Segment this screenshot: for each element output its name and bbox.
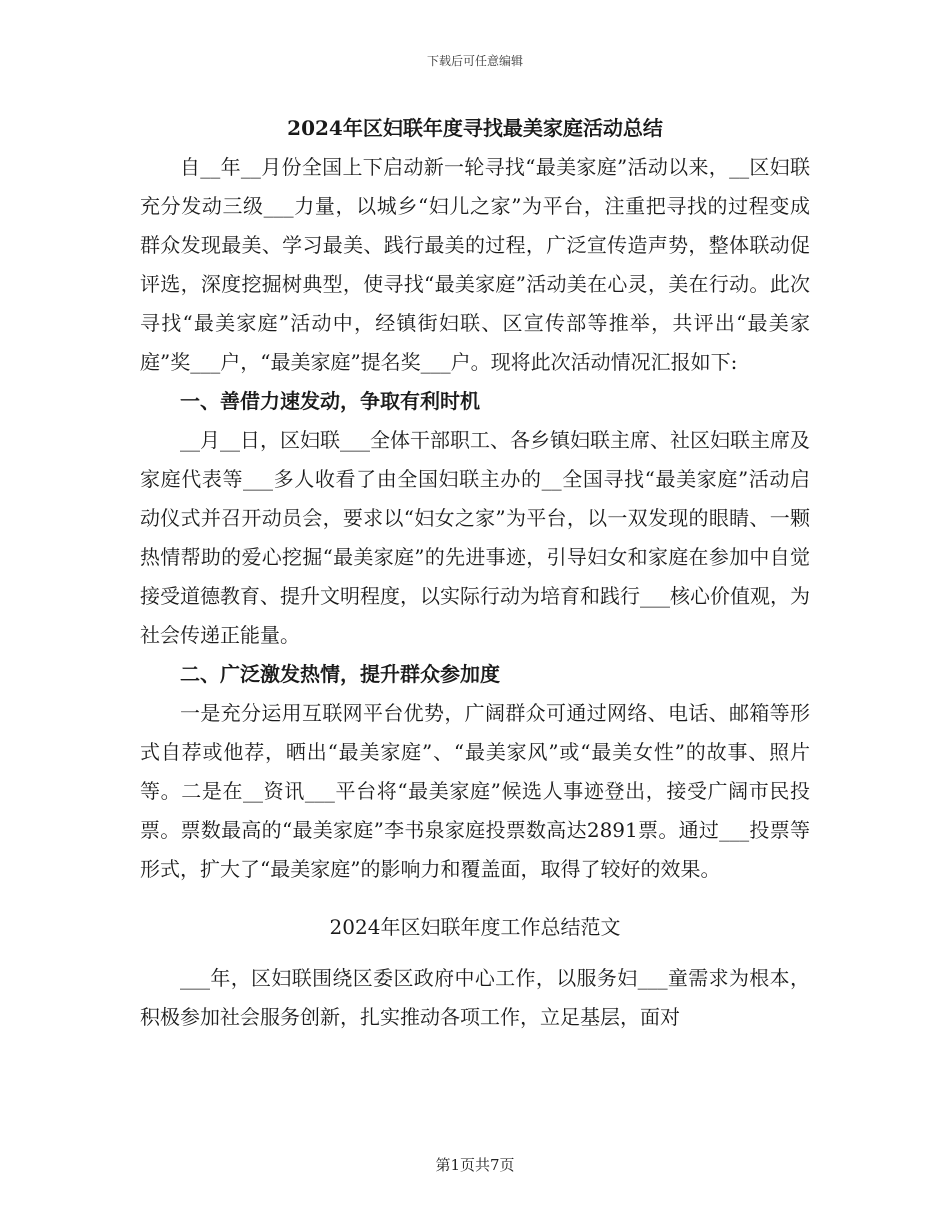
section-heading-1: 一、善借力速发动，争取有利时机 xyxy=(180,389,480,413)
page-footer-number: 第1页共7页 xyxy=(435,1156,515,1174)
document-body xyxy=(140,108,810,1037)
section-paragraph-2: 一是充分运用互联网平台优势，广阔群众可通过网络、电话、邮箱等形式自荐或他荐，晒出“最美家庭”、“最美家风”或“最美女性”的故事、照片等。二是在__资讯___平台将“最美家庭”候选人事迹登出，接受广阔市民投票。票数最高的“最美家庭”李书泉家庭投票数高达2891票。通过___投票等形式，扩大了“最美家庭”的影响力和覆盖面，取得了较好的效果。 xyxy=(140,701,810,881)
intro-paragraph: 自__年__月份全国上下启动新一轮寻找“最美家庭”活动以来，__区妇联充分发动三级___力量，以城乡“妇儿之家”为平台，注重把寻找的过程变成群众发现最美、学习最美、践行最美的过程，广泛宣传造声势，整体联动促评选，深度挖掘树典型，使寻找“最美家庭”活动美在心灵，美在行动。此次寻找“最美家庭”活动中，经镇街妇联、区宣传部等推举，共评出“最美家庭”奖___户，“最美家庭”提名奖___户。现将此次活动情况汇报如下: xyxy=(140,155,810,374)
document-title: 2024年区妇联年度寻找最美家庭活动总结 xyxy=(287,116,663,140)
second-document-title: 2024年区妇联年度工作总结范文 xyxy=(329,915,621,939)
section-paragraph-1: __月__日，区妇联___全体干部职工、各乡镇妇联主席、社区妇联主席及家庭代表等___多人收看了由全国妇联主办的__全国寻找“最美家庭”活动启动仪式并召开动员会，要求以“妇女之家”为平台，以一双发现的眼睛、一颗热情帮助的爱心挖掘“最美家庭”的先进事迹，引导妇女和家庭在参加中自觉接受道德教育、提升文明程度，以实际行动为培育和践行___核心价值观，为社会传递正能量。 xyxy=(140,428,810,647)
section-heading-2: 二、广泛激发热情，提升群众参加度 xyxy=(180,662,500,686)
section-paragraph-3: ___年，区妇联围绕区委区政府中心工作，以服务妇___童需求为根本，积极参加社会服务创新，扎实推动各项工作，立足基层，面对 xyxy=(140,966,810,1029)
page-header-note: 下载后可任意编辑 xyxy=(426,54,523,68)
